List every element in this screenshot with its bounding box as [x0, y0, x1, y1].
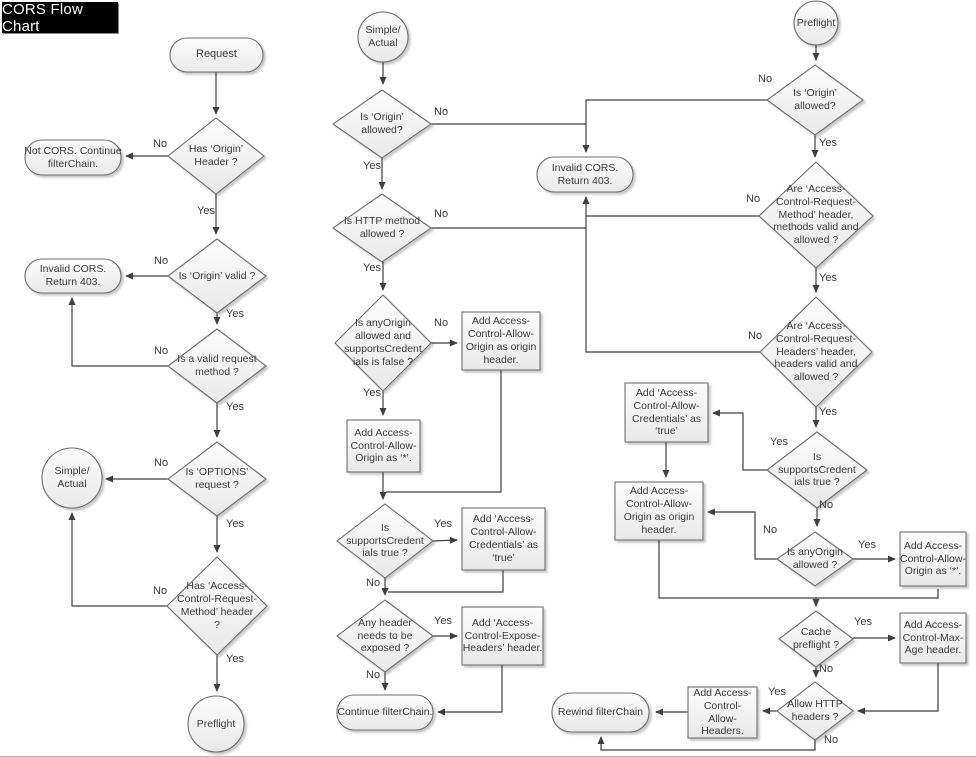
edge-label-no: No — [763, 524, 778, 536]
edge-label-yes: Yes — [819, 137, 837, 149]
node-any-header-exposed: Any header needs to be exposed ? — [357, 616, 413, 655]
node-is-origin-allowed-2: Is ‘Origin’ allowed? — [360, 111, 404, 136]
edge-label-no: No — [819, 663, 834, 675]
is-options-request-shape — [168, 442, 266, 516]
edge-label-yes: Yes — [434, 518, 452, 530]
node-request: Request — [196, 48, 237, 61]
node-simple-actual-2: Simple/ Actual — [365, 24, 401, 49]
edge-label-yes: Yes — [363, 387, 381, 399]
edge-label-no: No — [434, 208, 449, 220]
edge-label-yes: Yes — [363, 160, 381, 172]
is-http-method-allowed-shape — [333, 194, 431, 262]
is-origin-valid-shape — [168, 239, 266, 313]
edge-label-no: No — [154, 255, 169, 267]
rewind-filterchain-shape — [552, 693, 649, 732]
is-supports-cred-2-shape — [337, 504, 433, 578]
node-is-options-request: Is ‘OPTIONS’ request ? — [185, 466, 249, 491]
add-allow-headers-shape — [688, 687, 757, 738]
node-add-acac-true-3: Add ‘Access- Control-Allow- Credentials’ as ‘true’ — [631, 386, 702, 438]
simple-actual-1-shape — [42, 448, 102, 508]
node-is-supports-cred-3: Is supportsCredent ials true ? — [778, 450, 856, 489]
edge-label-yes: Yes — [434, 615, 452, 627]
node-has-acrm-header: Has ‘Access- Control-Request- Method’ header ? — [177, 580, 257, 631]
node-add-acao-origin-2: Add Access- Control-Allow- Origin as origin header. — [465, 315, 537, 366]
edge-label-no: No — [758, 73, 773, 85]
edge-label-yes: Yes — [226, 401, 244, 413]
node-add-acao-star-3: Add Access- Control-Allow- Origin as ‘*’. — [900, 539, 966, 578]
add-expose-headers-shape — [462, 607, 543, 665]
node-preflight-1: Preflight — [196, 717, 236, 730]
edge-label-yes: Yes — [226, 518, 244, 530]
add-acac-true-2-shape — [462, 508, 545, 570]
edge-label-yes: Yes — [226, 653, 244, 665]
add-acao-star-2-shape — [347, 420, 420, 472]
node-has-origin-header: Has ‘Origin’ Header ? — [188, 143, 244, 168]
invalid-cors-2-shape — [537, 157, 633, 192]
edge-label-yes: Yes — [768, 686, 786, 698]
simple-actual-2-shape — [358, 12, 408, 62]
node-is-origin-valid: Is ‘Origin’ valid ? — [178, 269, 256, 282]
edge-label-no: No — [824, 734, 839, 746]
node-cache-preflight: Cache preflight ? — [792, 626, 840, 651]
add-acao-origin-2-shape — [462, 312, 540, 370]
node-add-allow-headers: Add Access- Control- Allow- Headers. — [693, 686, 752, 738]
has-acrm-header-shape — [167, 557, 267, 655]
node-invalid-cors-1: Invalid CORS. Return 403. — [39, 263, 107, 288]
edge-label-no: No — [819, 499, 834, 511]
cache-preflight-shape — [779, 611, 853, 667]
node-is-anyorigin-supports-false: Is anyOrigin allowed and supportsCredent ials is false ? — [344, 317, 422, 368]
edge-label-no: No — [154, 345, 169, 357]
edge-label-no: No — [434, 317, 449, 329]
edge-label-no: No — [434, 106, 449, 118]
not-cors-shape — [25, 140, 121, 175]
node-add-acac-true-2: Add ‘Access- Control-Allow- Credentials’ as ‘true’ — [468, 513, 539, 564]
continue-filterchain-shape — [337, 695, 433, 730]
is-origin-allowed-3-shape — [767, 65, 863, 135]
node-is-supports-cred-2: Is supportsCredent ials true ? — [346, 521, 424, 560]
edge-label-no: No — [153, 138, 168, 150]
any-header-exposed-shape — [337, 600, 433, 672]
edge-label-no: No — [153, 585, 168, 597]
has-origin-header-shape — [168, 118, 264, 194]
add-acao-origin-3-shape — [615, 482, 703, 540]
add-acao-star-3-shape — [900, 532, 966, 586]
edge-label-yes: Yes — [854, 616, 872, 628]
preflight-3-shape — [794, 1, 838, 45]
edge-label-yes: Yes — [197, 205, 215, 217]
edge-label-no: No — [366, 669, 381, 681]
is-anyorigin-supports-false-shape — [335, 295, 431, 391]
edge-label-yes: Yes — [819, 406, 837, 418]
node-add-acao-origin-3: Add Access- Control-Allow- Origin as origin header. — [623, 485, 695, 536]
node-rewind-filterchain: Rewind filterChain — [557, 706, 644, 719]
are-acrm-valid-shape — [759, 162, 873, 268]
chart-title: CORS Flow Chart — [2, 2, 118, 33]
node-is-origin-allowed-3: Is ‘Origin’ allowed? — [793, 87, 837, 112]
node-are-acrm-valid: Are ‘Access- Control-Request- Method’ header, methods valid and allowed ? — [773, 183, 859, 247]
invalid-cors-1-shape — [25, 259, 121, 293]
node-invalid-cors-2: Invalid CORS. Return 403. — [551, 161, 619, 187]
preflight-1-shape — [188, 696, 244, 752]
node-preflight-3: Preflight — [796, 16, 836, 29]
edge-label-yes: Yes — [226, 308, 244, 320]
are-acrh-valid-shape — [760, 297, 872, 407]
edge-label-no: No — [366, 577, 381, 589]
edge-label-yes: Yes — [363, 262, 381, 274]
edge-label-no: No — [154, 457, 169, 469]
node-simple-actual-1: Simple/ Actual — [54, 465, 90, 490]
node-is-valid-request-method: Is a valid request method ? — [177, 353, 257, 378]
allow-http-headers-shape — [777, 682, 853, 740]
node-continue-filterchain: Continue filterChain. — [337, 706, 433, 719]
is-valid-request-method-shape — [168, 329, 266, 403]
edge-label-yes: Yes — [858, 539, 876, 551]
node-not-cors: Not CORS. Continue filterChain. — [24, 144, 122, 170]
request-shape — [170, 38, 263, 72]
edge-label-no: No — [748, 330, 763, 342]
node-is-http-method-allowed: Is HTTP method allowed ? — [343, 215, 421, 240]
is-anyorigin-allowed-3-shape — [777, 532, 853, 586]
add-max-age-shape — [900, 613, 966, 663]
node-add-max-age: Add Access- Control-Max- Age header. — [902, 618, 964, 657]
add-acac-true-3-shape — [625, 383, 708, 442]
edge-label-yes: Yes — [770, 436, 788, 448]
edge-label-yes: Yes — [819, 272, 837, 284]
edge-label-no: No — [746, 193, 761, 205]
node-is-anyorigin-allowed-3: Is anyOrigin allowed ? — [786, 546, 844, 571]
node-shapes — [25, 1, 966, 752]
node-are-acrh-valid: Are ‘Access- Control-Request- Headers’ header, headers valid and allowed ? — [774, 320, 858, 384]
is-supports-cred-3-shape — [767, 432, 867, 508]
is-origin-allowed-2-shape — [333, 90, 431, 158]
node-add-expose-headers: Add ‘Access- Control-Expose- Headers’ header. — [462, 616, 543, 655]
node-add-acao-star-2: Add Access- Control-Allow- Origin as ‘*’. — [350, 426, 417, 465]
node-allow-http-headers: Allow HTTP headers ? — [787, 698, 843, 723]
